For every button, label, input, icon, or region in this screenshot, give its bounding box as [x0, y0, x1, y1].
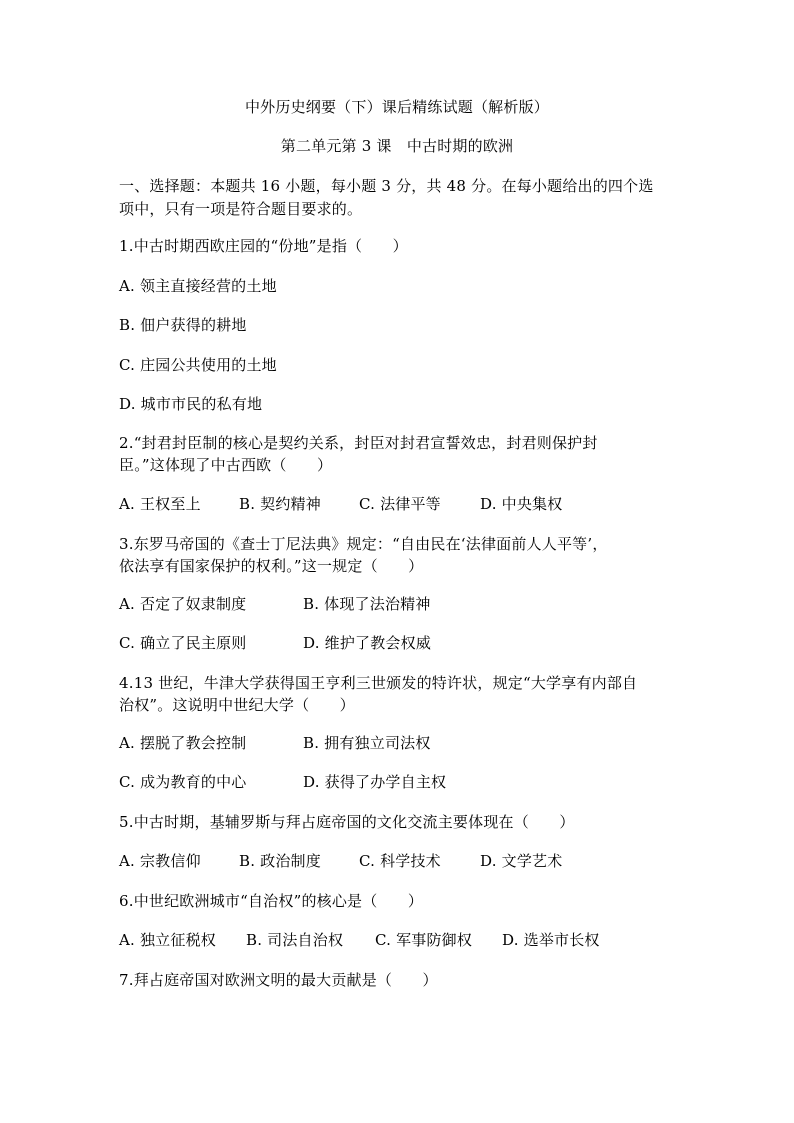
question-3-option-d: D. 维护了教会权威 [303, 634, 432, 652]
question-6-option-c: C. 军事防御权 [375, 931, 473, 949]
document-subtitle: 第二单元第 3 课 中古时期的欧洲 [280, 137, 514, 155]
question-4-stem-line-2: 治权”。这说明中世纪大学（ ） [119, 696, 355, 714]
question-3-option-a: A. 否定了奴隶制度 [119, 595, 247, 613]
question-4-option-a: A. 摆脱了教会控制 [119, 734, 247, 752]
question-5-option-c: C. 科学技术 [359, 852, 441, 870]
question-3-stem-line-2: 依法享有国家保护的权利。”这一规定（ ） [119, 557, 424, 575]
question-6-stem: 6.中世纪欧洲城市“自治权”的核心是（ ） [119, 892, 424, 910]
question-1-stem: 1.中古时期西欧庄园的“份地”是指（ ） [119, 237, 408, 255]
question-6-option-b: B. 司法自治权 [246, 931, 344, 949]
question-2-stem-line-1: 2.“封君封臣制的核心是契约关系，封臣对封君宣誓效忠，封君则保护封 [119, 434, 598, 452]
question-3-option-c: C. 确立了民主原则 [119, 634, 247, 652]
question-3-stem-line-1: 3.东罗马帝国的《查士丁尼法典》规定：“自由民在‘法律面前人人平等’， [119, 535, 608, 553]
question-2-option-b: B. 契约精神 [239, 495, 321, 513]
question-5-option-d: D. 文学艺术 [480, 852, 563, 870]
question-3-option-b: B. 体现了法治精神 [303, 595, 431, 613]
question-4-option-d: D. 获得了办学自主权 [303, 773, 447, 791]
section-intro-line-2: 项中，只有一项是符合题目要求的。 [119, 200, 363, 218]
question-1-option-a: A. 领主直接经营的土地 [119, 277, 277, 295]
question-2-stem-line-2: 臣。”这体现了中古西欧（ ） [119, 456, 333, 474]
question-6-option-d: D. 选举市长权 [502, 931, 600, 949]
question-4-option-b: B. 拥有独立司法权 [303, 734, 431, 752]
question-7-stem: 7.拜占庭帝国对欧洲文明的最大贡献是（ ） [119, 971, 438, 989]
question-5-option-b: B. 政治制度 [239, 852, 321, 870]
section-intro-line-1: 一、选择题：本题共 16 小题，每小题 3 分，共 48 分。在每小题给出的四个选 [119, 177, 654, 195]
question-2-option-a: A. 王权至上 [119, 495, 201, 513]
question-5-stem: 5.中古时期，基辅罗斯与拜占庭帝国的文化交流主要体现在（ ） [119, 813, 575, 831]
question-4-stem-line-1: 4.13 世纪，牛津大学获得国王亨利三世颁发的特许状，规定“大学享有内部自 [119, 674, 638, 692]
question-1-option-d: D. 城市市民的私有地 [119, 395, 263, 413]
question-5-option-a: A. 宗教信仰 [119, 852, 201, 870]
question-2-option-d: D. 中央集权 [480, 495, 563, 513]
question-1-option-b: B. 佃户获得的耕地 [119, 316, 247, 334]
question-1-option-c: C. 庄园公共使用的土地 [119, 356, 277, 374]
document-title: 中外历史纲要（下）课后精练试题（解析版） [244, 98, 549, 116]
question-6-option-a: A. 独立征税权 [119, 931, 216, 949]
question-4-option-c: C. 成为教育的中心 [119, 773, 247, 791]
question-2-option-c: C. 法律平等 [359, 495, 441, 513]
